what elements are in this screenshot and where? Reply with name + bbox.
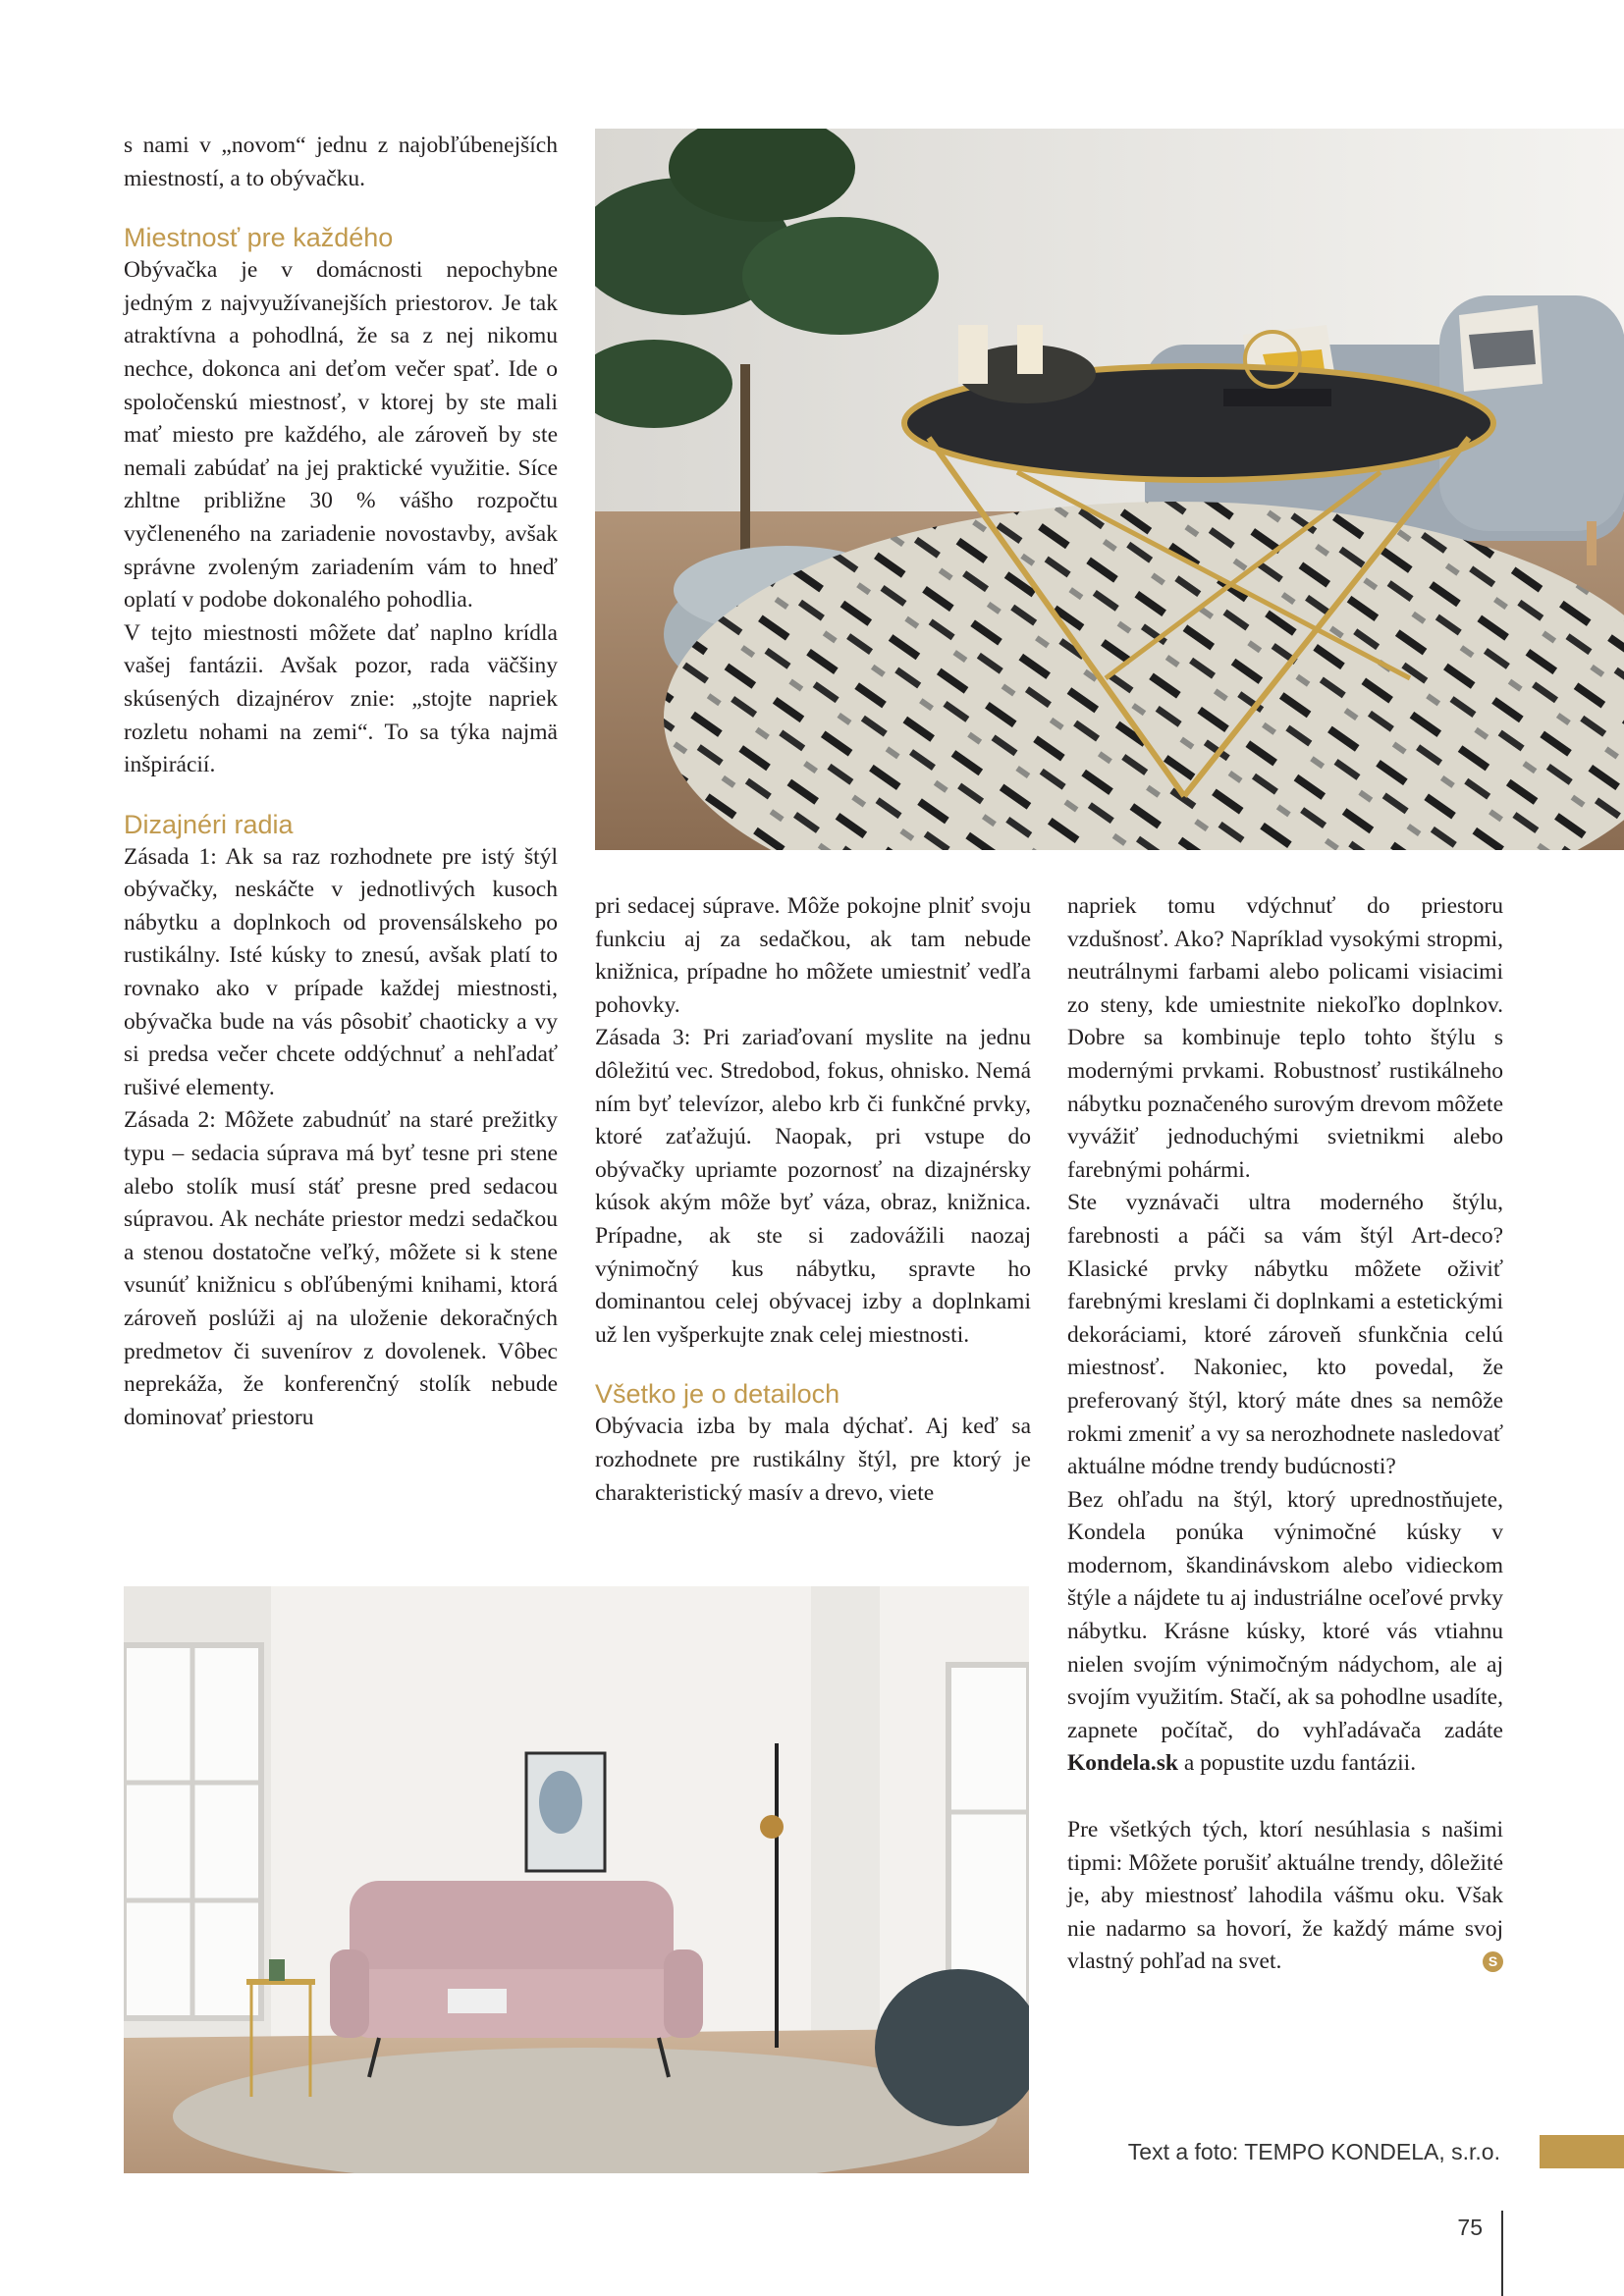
paragraph: Zásada 1: Ak sa raz rozhodnete pre istý štýl obývačky, neskáčte v jednotlivých kusoch nábytku a doplnkoch od provensálskeho po rustikálny. Isté kúsky to znesú, avšak platí to rovnako ako v prípade každej miestnosti, obývačka bude na vás pôsobiť chaoticky a vy si predsa večer chcete oddýchnuť a nehľadať rušivé elementy. (124, 843, 558, 1100)
closing-paragraph (1067, 1814, 1503, 1979)
paragraph: Obývačka je v domácnosti nepochybne jedným z najvyužívanejších priestorov. Je tak atraktívna a pohodlná, že sa z nej nikomu nechce, dokonca ani deťom večer spať. Ide o spoločenskú miestnosť, v ktorej by ste mali mať miesto pre každého, ale zároveň by ste nemali zabúdať na jej praktické využitie. Síce zhltne približne 30 % vášho rozpočtu vyčleneného na zariadenie novostavby, avšak správne zvoleným zariadením vám to hneď oplatí v podobe dokonalého pohodlia. (124, 257, 558, 614)
paragraph-text: a popustite uzdu fantázii. (1177, 1750, 1417, 1777)
paragraph: pri sedacej súprave. Môže pokojne plniť svoju funkciu aj za sedačkou, ak tam nebude knižnica, prípadne ho môžete umiestniť vedľa pohovky. (595, 893, 1031, 1018)
paragraph: V tejto miestnosti môžete dať naplno krídla vašej fantázii. Avšak pozor, rada väčšiny skúsených dizajnérov znie: „stojte napriek rozletu nohami na zemi“. To sa týka najmä inšpirácií. (124, 619, 558, 778)
paragraph: napriek tomu vdýchnuť do priestoru vzdušnosť. Ako? Napríklad vysokými stropmi, neutrálnymi farbami alebo policami visiacimi zo steny, kde umiestnite niekoľko doplnkov. Dobre sa kombinuje teplo tohto štýlu s modernými prvkami. Robustnosť rustikálneho nábytku poznačeného surovým drevom môžete vyvážiť jednoduchými svietnikmi alebo farebnými pohármi. (1067, 893, 1503, 1183)
heading-miestnost-pre-kazdeho: Miestnosť pre každého (124, 223, 394, 253)
photo-coffee-table-living-room (595, 129, 1624, 850)
heading-vsetko-je-o-detailoch: Všetko je o detailoch (595, 1379, 840, 1410)
photo-credit: Text a foto: TEMPO KONDELA, s.r.o. (1127, 2139, 1500, 2164)
paragraph (1067, 1484, 1503, 1781)
photo-illustration (124, 1586, 1029, 2173)
page-number: 75 (1457, 2215, 1483, 2240)
photo-pink-sofa-living-room (124, 1586, 1029, 2173)
intro-paragraph: s nami v „novom“ jednu z najobľúbenejších miestností, a to obývačku. (124, 133, 558, 191)
paragraph: Obývacia izba by mala dýchať. Aj keď sa rozhodnete pre rustikálny štýl, pre ktorý je charakteristický masív a drevo, viete (595, 1414, 1031, 1506)
page-number-rule (1501, 2211, 1503, 2296)
decorative-gold-bar (1540, 2135, 1624, 2168)
photo-illustration (595, 129, 1624, 850)
paragraph: Zásada 2: Môžete zabudnúť na staré prežitky typu – sedacia súprava má byť tesne pri stene alebo stolík musí stáť presne pred sedacou súpravou. Ak necháte priestor medzi sedačkou a stenou dostatočne veľký, môžete si k stene vsunúť knižnicu s obľúbenými knihami, ktorá zároveň poslúži aj na uloženie dekoračných predmetov či suvenírov z dovolenek. Vôbec neprekáža, že konferenčný stolík nebude dominovať priestoru (124, 1107, 558, 1430)
paragraph-text: Bez ohľadu na štýl, ktorý uprednostňujete, Kondela ponúka výnimočné kúsky v modernom, škandinávskom alebo vidieckom štýle a nájdete tu aj industriálne oceľové prvky nábytku. Krásne kúsky, ktoré vás vtiahnu nielen svojím výnimočným nádychom, ale aj svojím využitím. Stačí, ak sa pohodlne usadíte, zapnete počítač, do vyhľadávača zadáte (1067, 1486, 1503, 1743)
paragraph-text: Pre všetkých tých, ktorí nesúhlasia s našimi tipmi: Môžete porušiť aktuálne trendy, dôležité je, aby miestnosť lahodila vášmu oku. Však nie nadarmo sa hovorí, že každý máme svoj vlastný pohľad na svet. (1067, 1817, 1503, 1975)
article-column-1 (124, 130, 558, 1434)
end-of-article-icon: S (1483, 1951, 1503, 1972)
paragraph: Zásada 3: Pri zariaďovaní myslite na jednu dôležitú vec. Stredobod, fokus, ohnisko. Nemá ním byť televízor, alebo krb či funkčné prvky, ktoré zaťažujú. Naopak, pri vstupe do obývačky upriamte pozornosť na dizajnérsky kúsok akým môže byť váza, obraz, knižnica. Prípadne, ak ste si zadovážili naozaj výnimočný kus nábytku, spravte ho dominantou celej obývacej izby a doplnkami už len vyšperkujte znak celej miestnosti. (595, 1025, 1031, 1348)
article-column-2 (595, 890, 1031, 1510)
paragraph: Ste vyznávači ultra moderného štýlu, farebnosti a páči sa vám štýl Art-deco? Klasické prvky nábytku môžete oživiť farebnými kreslami či doplnkami a estetickými dekoráciami, ktoré zároveň sfunkčnia celú miestnosť. Nakoniec, kto povedal, že preferovaný štýl, ktorý máte dnes sa nemôže rokmi zmeniť a vy sa nerozhodnete nasledovať aktuálne módne trendy budúcnosti? (1067, 1190, 1503, 1480)
heading-dizajneri-radia: Dizajnéri radia (124, 809, 294, 839)
article-column-3 (1067, 890, 1503, 1979)
website-name: Kondela.sk (1067, 1750, 1178, 1777)
